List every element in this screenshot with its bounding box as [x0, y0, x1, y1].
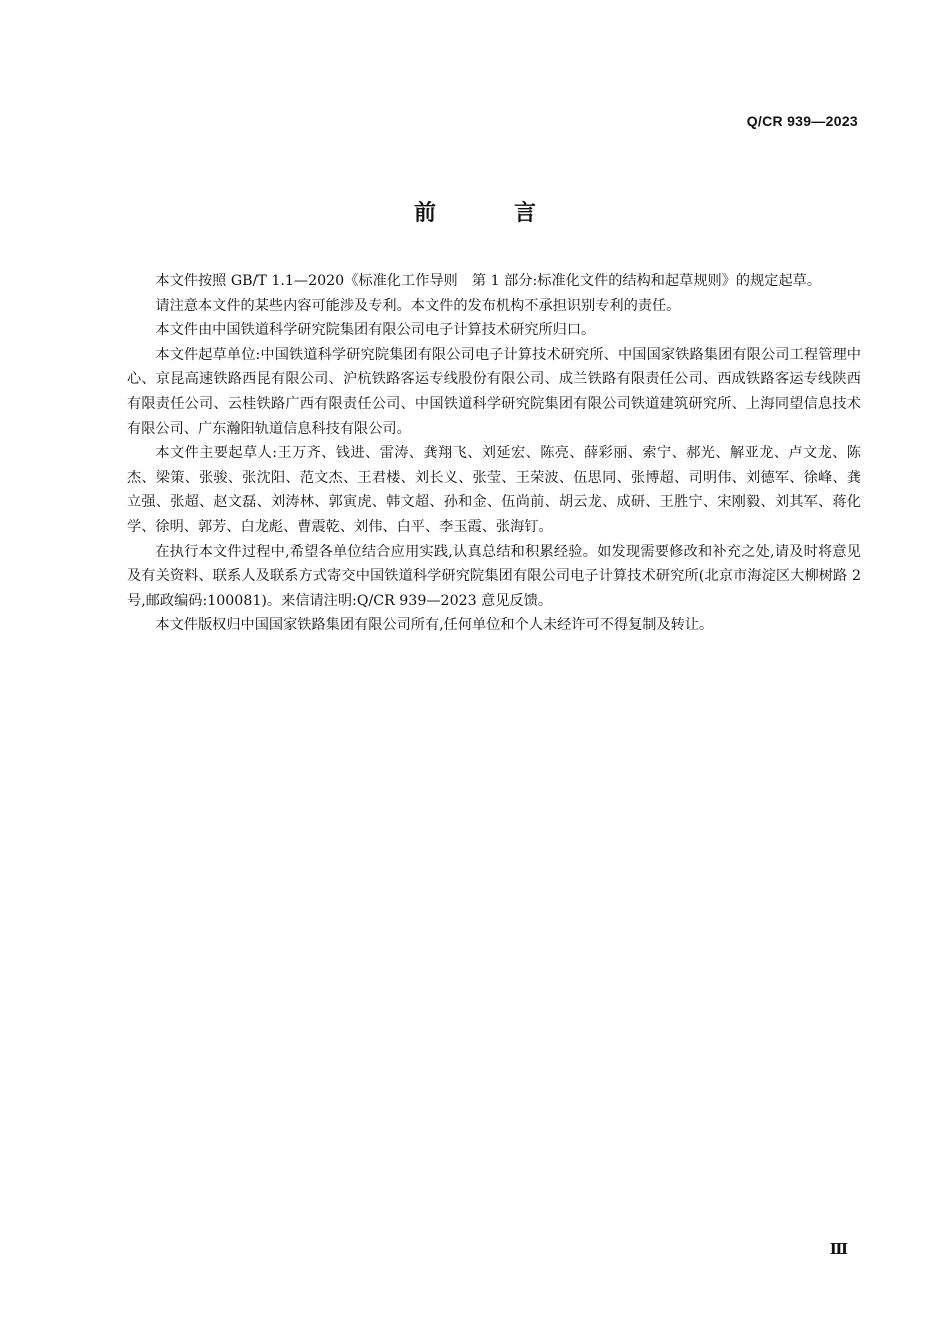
foreword-body: [127, 269, 861, 638]
paragraph-responsible-unit: 本文件由中国铁道科学研究院集团有限公司电子计算技术研究所归口。: [155, 322, 596, 339]
paragraph-feedback: 在执行本文件过程中,希望各单位结合应用实践,认真总结和积累经验。如发现需要修改和补充之处,请及时将意见及有关资料、联系人及联系方式寄交中国铁道科学研究院集团有限公司电子计算技术研究所(北京市海淀区大柳树路 2 号,邮政编码:100081)。来信请注明:Q/CR 939—2023 意见反馈。: [127, 543, 861, 609]
page-number: Ⅲ: [829, 1240, 848, 1258]
paragraph-patent-notice: 请注意本文件的某些内容可能涉及专利。本文件的发布机构不承担识别专利的责任。: [155, 297, 681, 314]
standard-code: Q/CR 939—2023: [746, 113, 858, 129]
paragraph-drafters: 本文件主要起草人:王万齐、钱进、雷涛、龚翔飞、刘延宏、陈亮、薛彩丽、索宁、郝光、解亚龙、卢文龙、陈杰、梁策、张骏、张沈阳、范文杰、王君楼、刘长义、张莹、王荣波、伍思同、张博超、司明伟、刘德军、徐峰、龚立强、张超、赵文磊、刘涛林、郭寅虎、韩文超、孙和金、伍尚前、胡云龙、成研、王胜宁、宋刚毅、刘其军、蒋化学、徐明、郭芳、白龙彪、曹震乾、刘伟、白平、李玉霞、张海钉。: [127, 445, 861, 535]
page-title: 前 言: [413, 201, 564, 226]
paragraph-copyright: 本文件版权归中国国家铁路集团有限公司所有,任何单位和个人未经许可不得复制及转让。: [155, 617, 714, 634]
paragraph-drafting-basis: 本文件按照 GB/T 1.1—2020《标准化工作导则 第 1 部分:标准化文件的结构和起草规则》的规定起草。: [155, 273, 822, 289]
paragraph-drafting-units: 本文件起草单位:中国铁道科学研究院集团有限公司电子计算技术研究所、中国国家铁路集团有限公司工程管理中心、京昆高速铁路西昆有限公司、沪杭铁路客运专线股份有限公司、成兰铁路有限责任公司、西成铁路客运专线陕西有限责任公司、云桂铁路广西有限责任公司、中国铁道科学研究院集团有限公司铁道建筑研究所、上海同望信息技术有限公司、广东瀚阳轨道信息科技有限公司。: [127, 346, 861, 437]
